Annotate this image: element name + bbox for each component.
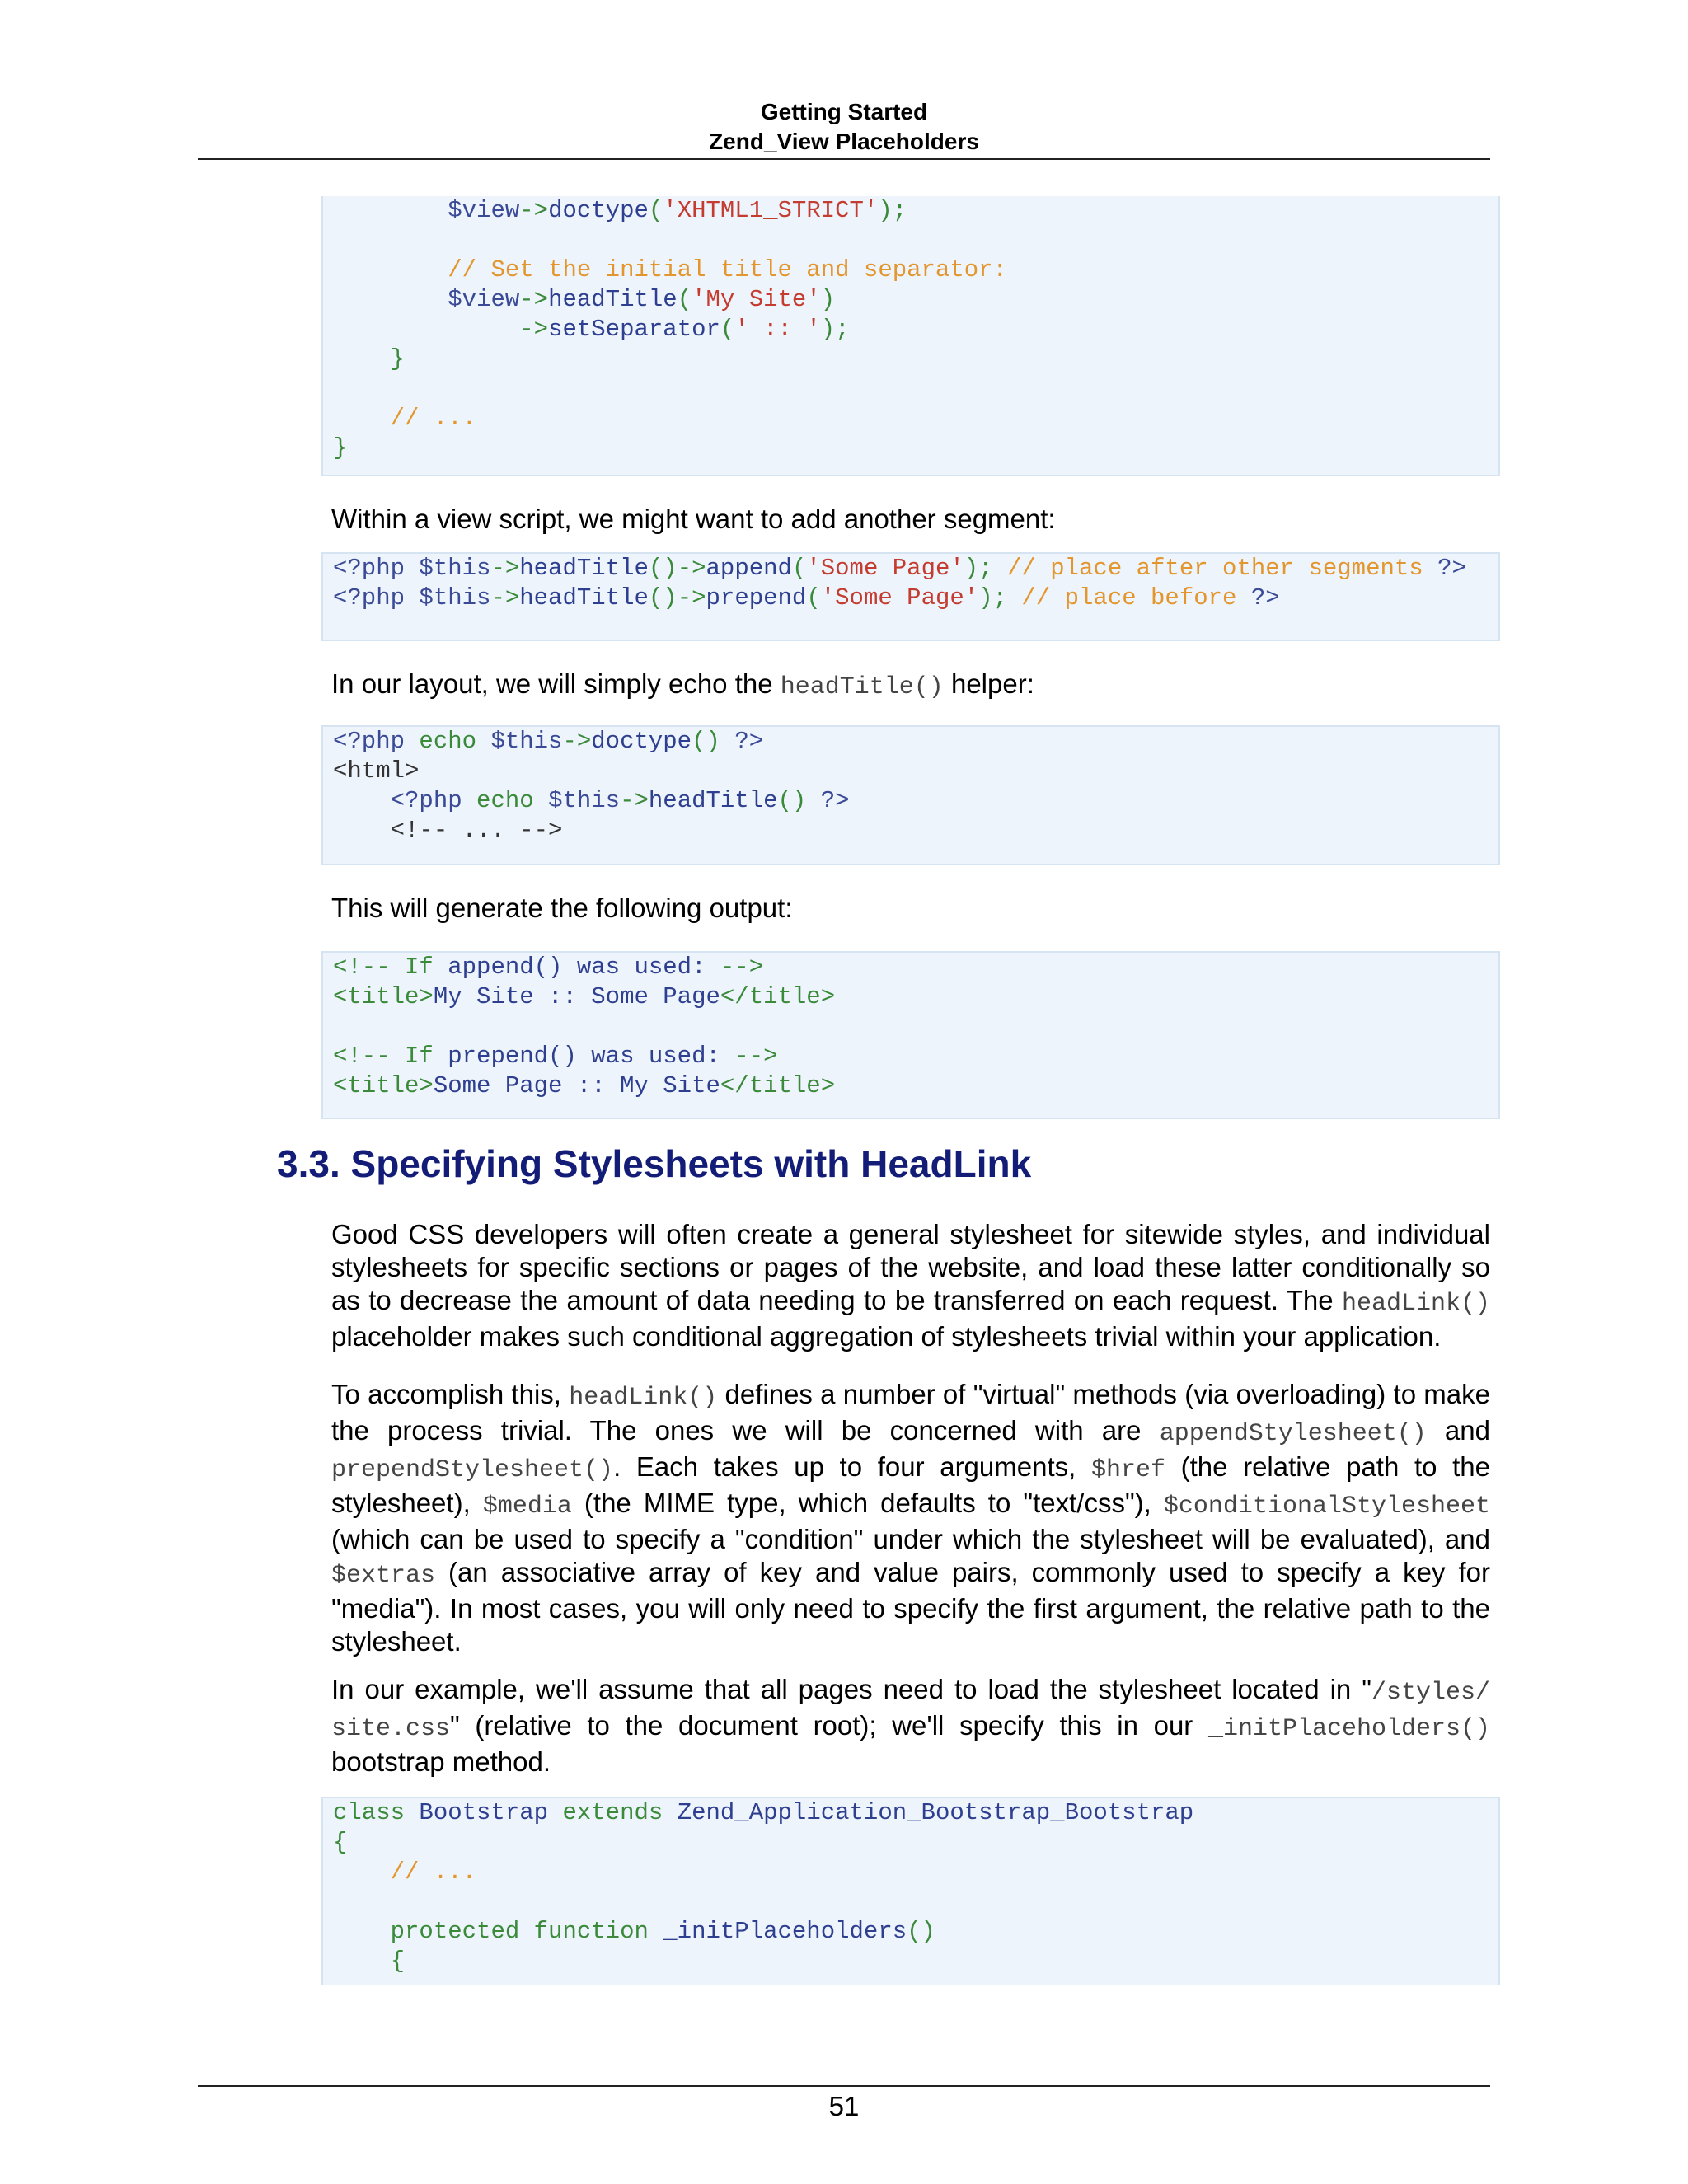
code-token: <?php [333, 584, 420, 612]
paragraph-text: (which can be used to specify a "condition" under which the stylesheet will be evaluated), and [331, 1524, 1490, 1554]
inline-code: /styles/ site.css [331, 1679, 1490, 1743]
code-token: -> [490, 584, 520, 612]
code-token: // ... [390, 405, 477, 432]
paragraph-text: (the MIME type, which defaults to "text/css"), [571, 1488, 1164, 1518]
code-line [333, 374, 1498, 404]
code-token: } [333, 434, 348, 462]
paragraph-text: placeholder makes such conditional aggregation of stylesheets trivial within your application. [331, 1321, 1442, 1352]
code-line [333, 816, 1498, 846]
code-token: class [333, 1799, 420, 1826]
code-line [333, 226, 1498, 255]
code-token: $this [419, 555, 491, 582]
code-token: </title> [720, 1072, 836, 1099]
code-token: // place before [1021, 584, 1251, 612]
code-token [333, 1918, 391, 1945]
code-token: Bootstrap [419, 1799, 563, 1826]
paragraph-text: " (relative to the document root); we'll specify this in our [450, 1710, 1208, 1741]
running-header [198, 97, 1490, 157]
code-token: -> [519, 197, 549, 224]
paragraph-view-script: Within a view script, we might want to add another segment: [331, 504, 1056, 534]
code-token: ); [964, 555, 1007, 582]
code-line [333, 404, 1498, 434]
paragraph-text: (an associative array of key and value pairs, commonly used to specify a key for "media"). In most cases, you will only need to specify the first argument, the relative path to the stylesheet. [331, 1557, 1490, 1657]
code-token: ); [978, 584, 1022, 612]
inline-code: headLink() [569, 1384, 718, 1412]
code-token: { [333, 1829, 348, 1856]
code-token: ()-> [648, 555, 706, 582]
code-token: extends [562, 1799, 678, 1826]
code-token: protected function [390, 1918, 663, 1945]
code-token: echo [476, 787, 549, 814]
code-block-output [321, 951, 1500, 1119]
code-token: ?> [1250, 584, 1280, 612]
code-token: () [777, 787, 821, 814]
code-token: doctype [591, 728, 692, 755]
code-line [333, 344, 1498, 374]
code-line [333, 554, 1498, 583]
code-line [333, 434, 1498, 463]
code-token: Zend_Application_Bootstrap_Bootstrap [677, 1799, 1194, 1826]
paragraph-layout-text-1: In our layout, we will simply echo the [331, 668, 781, 699]
code-token: -> [519, 286, 549, 313]
footer-rule [198, 2085, 1490, 2087]
code-block-headtitle-append [321, 552, 1500, 641]
inline-code-headtitle: headTitle() [780, 673, 944, 701]
code-token: prepend [706, 584, 807, 612]
code-token: --> [734, 1043, 778, 1070]
code-token: ( [677, 286, 692, 313]
code-token: My Site :: Some Page [433, 983, 720, 1010]
code-token: } [390, 345, 406, 373]
code-token: ); [878, 197, 907, 224]
code-line [333, 1947, 1498, 1976]
paragraph-text: defines a number of "virtual" methods (via overloading) to make the process trivial. The ones we will be concerned with are [331, 1379, 1491, 1446]
code-line [333, 1071, 1498, 1101]
code-token: ?> [1437, 555, 1466, 582]
inline-code: $href [1090, 1456, 1165, 1484]
code-block-bootstrap-doctype [321, 196, 1500, 476]
code-token: headTitle [548, 286, 678, 313]
code-token: 'Some Page' [820, 584, 979, 612]
inline-code: $conditionalStylesheet [1163, 1493, 1490, 1521]
code-token [333, 345, 391, 373]
code-token [333, 405, 391, 432]
code-line [333, 285, 1498, 315]
code-token: // Set the initial title and separator: [448, 256, 1007, 284]
code-line [333, 1042, 1498, 1071]
code-token: ()-> [648, 584, 706, 612]
code-line [333, 727, 1498, 757]
code-token: -> [490, 555, 520, 582]
code-line [333, 583, 1498, 613]
code-line [333, 982, 1498, 1012]
code-token [333, 256, 448, 284]
header-section: Zend_View Placeholders [709, 129, 979, 154]
code-token: // ... [390, 1858, 477, 1886]
code-token: <?php [390, 787, 477, 814]
code-token: append [706, 555, 792, 582]
section-heading: 3.3. Specifying Stylesheets with HeadLink [277, 1142, 1032, 1185]
code-token: $this [419, 584, 491, 612]
code-token: ( [791, 555, 807, 582]
code-line [333, 1887, 1498, 1917]
code-token: setSeparator [548, 316, 720, 343]
inline-code: $extras [331, 1562, 436, 1590]
code-token: 'XHTML1_STRICT' [663, 197, 879, 224]
code-token: -> [562, 728, 592, 755]
code-token: $view [448, 197, 520, 224]
code-token [333, 1947, 391, 1975]
code-line [333, 1798, 1498, 1828]
code-token [333, 1858, 391, 1886]
inline-code: $media [482, 1493, 572, 1521]
code-line [333, 196, 1498, 226]
code-token [333, 197, 448, 224]
code-token: <?php [333, 728, 420, 755]
code-token: _initPlaceholders [663, 1918, 907, 1945]
code-token: { [390, 1947, 406, 1975]
code-token: ?> [734, 728, 764, 755]
paragraph-headlink-methods [331, 1378, 1490, 1658]
code-token: ); [820, 316, 850, 343]
paragraph-text: . Each takes up to four arguments, [613, 1451, 1091, 1482]
code-line [333, 315, 1498, 344]
code-token: // place after other segments [1007, 555, 1438, 582]
code-line [333, 786, 1498, 816]
code-token: doctype [548, 197, 649, 224]
code-line [333, 953, 1498, 982]
code-token: <!-- If [333, 1043, 448, 1070]
paragraph-layout-text-2: helper: [943, 668, 1034, 699]
code-token: echo [419, 728, 491, 755]
code-token: headTitle [648, 787, 778, 814]
code-token: $this [548, 787, 621, 814]
code-token: <title> [333, 983, 434, 1010]
code-token: ( [806, 584, 821, 612]
paragraph-text: and [1426, 1415, 1490, 1446]
paragraph-text: In our example, we'll assume that all pages need to load the stylesheet located in " [331, 1674, 1372, 1704]
code-token: headTitle [519, 584, 649, 612]
code-line [333, 1012, 1498, 1042]
code-token: 'Some Page' [806, 555, 964, 582]
paragraph-text: bootstrap method. [331, 1746, 551, 1777]
code-token: 'My Site' [692, 286, 821, 313]
code-line [333, 255, 1498, 285]
code-token: append() was used: [448, 954, 720, 981]
code-line [333, 1828, 1498, 1858]
code-token: $this [490, 728, 563, 755]
code-line [333, 1917, 1498, 1947]
header-rule [198, 158, 1490, 160]
code-token: <html> [333, 757, 420, 785]
code-token: ( [648, 197, 663, 224]
code-token [333, 787, 391, 814]
paragraph-css-developers [331, 1218, 1490, 1353]
code-token: -> [620, 787, 649, 814]
code-block-layout [321, 725, 1500, 865]
code-token: headTitle [519, 555, 649, 582]
paragraph-output: This will generate the following output: [331, 893, 793, 923]
code-token: <!-- If [333, 954, 448, 981]
code-block-bootstrap-class [321, 1797, 1500, 1985]
code-token: Some Page :: My Site [433, 1072, 720, 1099]
code-token: ?> [820, 787, 850, 814]
paragraph-text: To accomplish this, [331, 1379, 570, 1409]
code-token: --> [720, 954, 764, 981]
code-line [333, 757, 1498, 786]
code-token: ) [820, 286, 836, 313]
code-token: () [692, 728, 735, 755]
paragraph-layout [331, 668, 1490, 704]
inline-code: headLink() [1341, 1290, 1490, 1318]
inline-code: appendStylesheet() [1159, 1420, 1427, 1448]
paragraph-text: Good CSS developers will often create a general stylesheet for sitewide styles, and individual stylesheets for specific sections or pages of the website, and load these latter conditionally so as to decrease the amount of data needing to be transferred on each request. The [331, 1219, 1490, 1315]
code-token: () [907, 1918, 935, 1945]
inline-code: _initPlaceholders() [1207, 1715, 1490, 1743]
code-token: <title> [333, 1072, 434, 1099]
paragraph-example [331, 1673, 1490, 1779]
code-token [333, 286, 448, 313]
header-chapter: Getting Started [760, 99, 928, 124]
code-token: <!-- ... --> [333, 817, 563, 844]
inline-code: prependStylesheet() [331, 1456, 614, 1484]
code-token: </title> [720, 983, 836, 1010]
code-token: ' :: ' [734, 316, 821, 343]
code-token: prepend() was used: [448, 1043, 735, 1070]
paragraph-text: (the relative path to the stylesheet), [331, 1451, 1490, 1518]
code-token: <?php [333, 555, 420, 582]
code-line [333, 1858, 1498, 1887]
code-token: $view [448, 286, 520, 313]
page-number: 51 [828, 2091, 860, 2121]
code-token: ( [720, 316, 735, 343]
code-token [333, 316, 519, 343]
code-token: -> [519, 316, 549, 343]
